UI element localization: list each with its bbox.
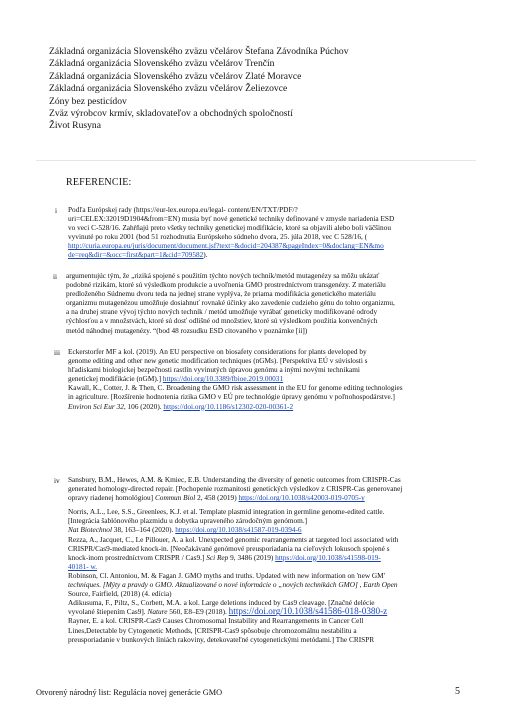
footnote-line: Kawall, K., Cotter, J. & Then, C. Broadening the GMO risk assessment in the EU for genome editing technologies (68, 383, 403, 393)
footnote-line: uri=CELEX:32019D1904&from=EN) musia byť nové genetické techniky definované v zmysle nariadenia ESD (68, 214, 395, 224)
footnote-line: Adikusuma, F., Piltz, S., Corbett, M.A. a kol. Large deletions induced by Cas9 cleavage. [Značné delécie (68, 598, 375, 608)
footnote-line: rýchlosťou a v množstvách, ktoré sú dosť odlišné od množstiev, ktoré sú výsledkom použitia konvenčných (66, 316, 378, 326)
footnote-line: vyvinuté po roku 2001 (bod 51 rozhodnutia Európskeho súdneho dvora, 25. júla 2018, vec C 528/16, ( (68, 232, 368, 242)
footnote-text: 9, 3486 (2019) (228, 552, 276, 562)
footnote-line: Sansbury, B.M., Hewes, A.M. & Kmiec, E.B. Understanding the diversity of genetic outcomes from CRISPR-Cas (68, 475, 401, 484)
organization-item: Základná organizácia Slovenského zväzu včelárov Štefana Závodníka Púchov (49, 46, 349, 57)
doi-link[interactable]: https://doi.org/10.1038/s42003-019-0705-y (238, 493, 365, 503)
footnote-ii (66, 271, 395, 335)
footnote-line: Norris, A.L., Lee, S.S., Greenlees, K.J. et al. Template plasmid integration in germline genome-edited cattle. (68, 507, 385, 517)
footnote-line: Robinson, Cl. Antoniou, M. & Fagan J. GMO myths and truths. Updated with new information on 'new GM' (68, 570, 385, 580)
footnote-text: 38, 163–164 (2020). (111, 525, 176, 535)
footnote-line: [Integrácia šablónového plazmidu u dobytka upraveného zárodočným genómom.] (68, 516, 308, 526)
footnote-text: knock-inom prostredníctvom CRISPR / Cas9.] (68, 552, 207, 562)
organization-item: Život Rusyna (49, 120, 101, 132)
footnote-line: preusporiadanie v bunkových líniách rakoviny, detekovateľné cytogenetickými metódami.] The CRISPR (68, 634, 375, 644)
footnote-line: organizmu mutagenézou umožňuje dosiahnuť rovnaké účinky ako zavedenie cudzieho génu do tohto organizmu, (66, 298, 395, 308)
footnote-line: predloženého Súdnemu dvoru teda na jednej strane vyplýva, že priama modifikácia genetického materiálu (66, 289, 376, 299)
footnote-line: techniques. [Mýty a pravdy o GMO. Aktualizované o nové informácie o „nových technikách GMO] , Earth Open (68, 580, 398, 590)
footer-title: Otvorený národný list: Regulácia novej generácie GMO (36, 688, 223, 697)
footnote-line: generated homology-directed repair. [Pochopenie rozmanitosti genetických výsledkov z CRISPR-Cas generovanej (68, 484, 403, 494)
footnote-line: Podľa Európskej rady (https://eur-lex.europa.eu/legal- content/EN/TXT/PDF/? (68, 205, 298, 214)
footnote-line: in agriculture. [Rozšírenie hodnotenia rizika GMO v EÚ pre technológie úpravy genómu v poľnohospodárstve.] (68, 392, 395, 402)
page-number: 5 (455, 686, 460, 697)
doi-link[interactable]: https://doi.org/10.1186/s12302-020-00361-2 (163, 401, 294, 411)
footnote-text: 560, E8–E9 (2018). (167, 607, 229, 617)
references-heading: REFERENCIE: (66, 177, 132, 188)
footnote-line: Source, Fairfield, (2018) (4. edícia) (68, 589, 172, 599)
footnote-marker: ii (53, 272, 58, 281)
organization-item: Základná organizácia Slovenského zväzu včelárov Želiezovce (49, 83, 288, 95)
doi-link[interactable]: https://doi.org/10.1038/s41587-019-0394-6 (175, 525, 302, 535)
curia-link[interactable]: http://curia.europa.eu/juris/document/document.jsf?text=&docid=204387&pageIndex=0&doclang=EN&mo (68, 241, 384, 251)
footnote-iii (68, 347, 403, 411)
organization-item: Zóny bez pesticídov (49, 95, 127, 107)
doi-link[interactable]: https://doi.org/10.3389/fbioe.2019.00031 (162, 374, 284, 384)
footnote-line: podobné rizikám, ktoré sú výsledkom produkcie a uvoľnenia GMO prostredníctvom transgenézy. Z materiálu (66, 280, 386, 290)
journal-name: Environ Sci Eur 32 (68, 401, 124, 411)
footnote-line: Rayner, E. a kol. CRISPR-Cas9 Causes Chromosomal Instability and Rearrangements in Cancer Cell (68, 616, 364, 626)
curia-link-continued[interactable]: de=req&dir=&occ=first&part=1&cid=709582 (68, 250, 204, 260)
footnote-text: 2, 458 (2019) (195, 493, 239, 503)
footnote-line: Lines,Detectable by Cytogenetic Methods, [CRISPR-Cas9 spôsobuje chromozomálnu nestabilitu a (68, 625, 357, 635)
footnote-text: genetickej modifikácie (nGM).] (68, 374, 163, 384)
footnote-text: vyvolané štiepením Cas9]. (68, 607, 148, 617)
journal-name: Sci Rep (206, 552, 229, 562)
footnote-line: CRISPR/Cas9-mediated knock-in. [Neočakávané genómové preusporiadania na cieľových lokusoch spojené s (68, 543, 390, 553)
footnote-marker: i (55, 206, 58, 215)
footnote-line: Rezza, A., Jacquet, C., Le Pillouer, A. a kol. Unexpected genomic rearrangements at targeted loci associated with (68, 534, 399, 544)
footnote-text: opravy riadenej homológiou] (68, 493, 155, 503)
footnote-line: Eckerstorfer MF a kol. (2019). An EU perspective on biosafety considerations for plants developed by (68, 347, 367, 356)
organization-item: Základná organizácia Slovenského zväzu včelárov Zlaté Moravce (49, 70, 302, 82)
journal-name: Nat Biotechnol (68, 525, 112, 535)
section-divider (36, 160, 476, 161)
journal-name: Commun Biol (154, 493, 196, 503)
footnote-iv (68, 475, 402, 644)
footnote-i (68, 205, 394, 260)
footnote-line: hľadiskami biologickej bezpečnosti rastlín vyvinutých úpravou genómu a inými novými technikami (68, 365, 360, 375)
doi-link[interactable]: https://doi.org/10.1038/s41586-018-0380-z (228, 606, 388, 617)
doi-link[interactable]: https://doi.org/10.1038/s41598-019- (275, 552, 381, 562)
doi-link-continued[interactable]: 40181- w. (68, 561, 98, 571)
organization-list (49, 46, 349, 133)
journal-name: Nature (147, 607, 168, 617)
footnote-tail: ). (203, 250, 208, 260)
footnote-line: genome editing and other new genetic modification techniques (nGMs). [Perspektíva EÚ v súvislosti s (68, 356, 368, 366)
footnote-line: a na druhej strane vývoj týchto nových techník / metód umožňuje vyrábať geneticky modifikované odrody (66, 307, 378, 317)
organization-item: Základná organizácia Slovenského zväzu včelárov Trenčín (49, 58, 275, 70)
footnote-line: argumentujúc tým, že „riziká spojené s použitím týchto nových techník/metód mutagenézy sa môžu ukázať (66, 271, 380, 280)
footnote-line: metód náhodnej mutagenézy. “(bod 48 rozsudku ESD citovaného v poznámke [ii]) (66, 325, 308, 335)
footnote-marker: iii (54, 348, 61, 357)
footnote-marker: iv (54, 476, 60, 485)
organization-item: Zväz výrobcov krmív, skladovateľov a obchodných spoločností (49, 108, 293, 120)
footnote-line: vo veci C-528/16. Zahŕňajú preto všetky techniky genetickej modifikácie, ktoré sa objavili alebo boli väčšinou (68, 223, 391, 233)
footnote-text: , 106 (2020). (123, 401, 164, 411)
